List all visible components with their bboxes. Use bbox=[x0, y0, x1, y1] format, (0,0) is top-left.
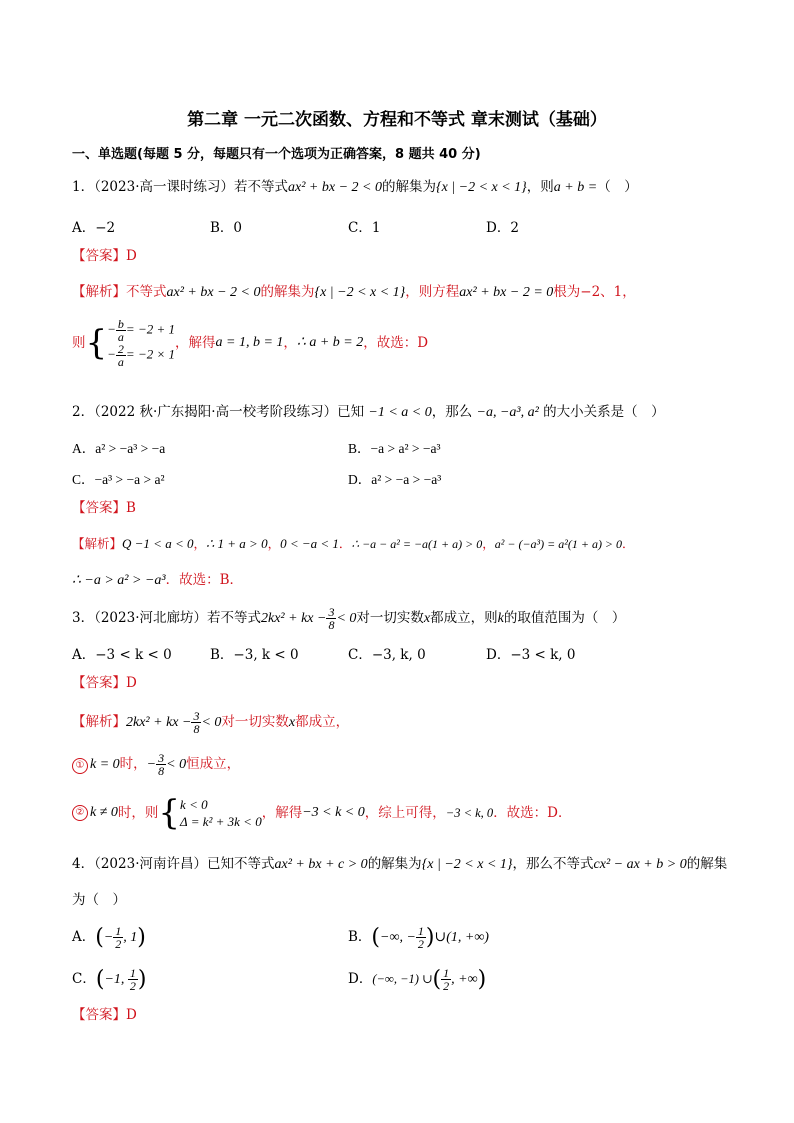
analysis-text: 都成立， bbox=[295, 714, 350, 730]
q3-analysis-line-1 bbox=[72, 710, 349, 735]
analysis-text: ．故选：D． bbox=[493, 805, 572, 821]
stem-text: ，则 bbox=[526, 179, 554, 195]
analysis-text: ， bbox=[193, 536, 206, 551]
math-expression: k = 0 bbox=[90, 757, 120, 772]
analysis-text: −2、1， bbox=[580, 284, 636, 300]
answer-label: 【答案】 bbox=[72, 500, 126, 516]
analysis-text: ， bbox=[482, 536, 495, 551]
analysis-text: ， bbox=[283, 335, 297, 351]
math-expression: ∴ 1 + a > 0 bbox=[206, 536, 268, 551]
math-expression: ∴ −a − a² = −a(1 + a) > 0 bbox=[351, 537, 483, 551]
math-expression: ax² + bx + c > 0 bbox=[274, 857, 368, 872]
fraction-numerator: 3 bbox=[328, 605, 335, 619]
fraction bbox=[116, 318, 126, 343]
q1-option-c: C．1 bbox=[348, 220, 381, 236]
fraction-numerator: b bbox=[117, 317, 124, 331]
math-expression: (−∞, −1) ∪ bbox=[372, 972, 433, 986]
math-variable: k bbox=[497, 611, 504, 626]
q1-analysis-line-2 bbox=[72, 318, 428, 368]
math-expression: ∴ a + b = 2 bbox=[296, 335, 364, 350]
stem-text: ，那么不等式 bbox=[512, 856, 594, 872]
q4-option-b: B．(−∞, − $\frac{1}{2}$ )∪(1, +∞) bbox=[348, 924, 489, 951]
stem-text: 的大小关系是（ ） bbox=[543, 404, 665, 420]
fraction-denominator: a bbox=[117, 330, 124, 344]
question-number: 4． bbox=[72, 856, 95, 872]
system-brace: { bbox=[85, 323, 108, 363]
stem-text: 对一切实数 bbox=[356, 610, 424, 626]
fraction bbox=[441, 967, 451, 992]
solution-set: {x | −2 < x < 1} bbox=[435, 180, 527, 195]
q3-option-c: C．−3, k, 0 bbox=[348, 647, 426, 663]
system-row: k < 0 bbox=[180, 797, 208, 812]
equation-rhs: = −2 + 1 bbox=[125, 321, 175, 337]
analysis-text: ．故选：B． bbox=[165, 572, 244, 588]
answer-value: D bbox=[126, 1007, 137, 1023]
analysis-text: 时， bbox=[119, 756, 147, 772]
fraction-denominator: 8 bbox=[328, 618, 335, 632]
question-source: （2023·高一课时练习） bbox=[94, 179, 234, 195]
math-expression: −1 < a < 0 bbox=[368, 405, 432, 420]
analysis-text: 根为 bbox=[553, 284, 581, 300]
fraction-numerator: 2 bbox=[117, 342, 124, 356]
math-expression: −a, −a³, a² bbox=[476, 405, 539, 420]
fraction bbox=[416, 925, 426, 950]
q3-answer bbox=[72, 674, 137, 692]
analysis-label: 【解析】 bbox=[72, 536, 123, 551]
analysis-text: ，综上可得， bbox=[364, 805, 446, 821]
fraction-denominator: 8 bbox=[193, 722, 200, 736]
fraction-numerator: 1 bbox=[417, 924, 424, 938]
question-3-stem bbox=[72, 606, 625, 631]
stem-text: （ ） bbox=[597, 179, 638, 195]
math-expression: cx² − ax + b > 0 bbox=[593, 857, 687, 872]
math-expression: ax² + bx − 2 = 0 bbox=[459, 285, 554, 300]
system-row: Δ = k² + 3k < 0 bbox=[180, 814, 262, 829]
q2-option-c: C．−a³ > −a > a² bbox=[72, 472, 165, 487]
q3-option-a: A．−3 < k < 0 bbox=[72, 647, 172, 663]
fraction-denominator: 2 bbox=[417, 937, 424, 951]
math-variable: x bbox=[423, 611, 431, 626]
math-expression: −3 < k < 0 bbox=[302, 805, 365, 820]
equation-rhs: = −2 × 1 bbox=[125, 346, 175, 362]
math-expression: 2kx² + kx − bbox=[126, 715, 192, 730]
math-expression: Q −1 < a < 0 bbox=[122, 536, 194, 551]
equation-system bbox=[180, 796, 262, 830]
fraction bbox=[156, 752, 166, 777]
q2-option-a: A．a² > −a³ > −a bbox=[72, 441, 166, 456]
answer-value: D bbox=[126, 675, 137, 691]
answer-label: 【答案】 bbox=[72, 675, 126, 691]
analysis-text: 则 bbox=[72, 335, 86, 351]
stem-text: 已知 bbox=[337, 404, 365, 420]
math-expression: a + b = bbox=[553, 180, 598, 195]
math-expression: < 0 bbox=[166, 757, 187, 772]
fraction bbox=[326, 606, 336, 631]
q1-option-d: D．2 bbox=[486, 220, 519, 236]
fraction bbox=[113, 925, 123, 950]
fraction-denominator: 2 bbox=[129, 979, 136, 993]
answer-label: 【答案】 bbox=[72, 248, 126, 264]
analysis-text: 对一切实数 bbox=[221, 714, 289, 730]
option-label: D． bbox=[348, 971, 373, 987]
fraction-denominator: 8 bbox=[158, 764, 165, 778]
q3-option-d: D．−3 < k, 0 bbox=[486, 647, 576, 663]
fraction-numerator: 3 bbox=[193, 709, 200, 723]
option-label: C． bbox=[72, 971, 96, 987]
q2-analysis-line-2 bbox=[72, 571, 243, 590]
circled-number-1-icon: ① bbox=[72, 758, 88, 774]
q4-option-c: C．(−1, $\frac{1}{2}$ ) bbox=[72, 966, 147, 993]
math-expression: < 0 bbox=[336, 611, 357, 626]
fraction-denominator: 2 bbox=[443, 979, 450, 993]
question-4-stem bbox=[72, 855, 727, 874]
q2-option-b: B．−a > a² > −a³ bbox=[348, 441, 441, 456]
question-number: 1． bbox=[72, 179, 95, 195]
solution-set: {x | −2 < x < 1} bbox=[421, 857, 513, 872]
math-expression: 0 < −a < 1 bbox=[280, 536, 339, 551]
math-expression: ax² + bx − 2 < 0 bbox=[166, 285, 261, 300]
section-heading: 一、单选题(每题 5 分，每题只有一个选项为正确答案，8 题共 40 分) bbox=[72, 147, 481, 162]
analysis-text: 时，则 bbox=[117, 805, 159, 821]
fraction-numerator: 1 bbox=[115, 924, 122, 938]
question-number: 2． bbox=[72, 404, 95, 420]
fraction-numerator: 3 bbox=[158, 751, 165, 765]
question-4-stem-cont: 为（ ） bbox=[72, 892, 126, 908]
stem-text: 若不等式 bbox=[234, 179, 288, 195]
question-1-stem bbox=[72, 178, 638, 197]
q2-option-d: D．a² > −a > −a³ bbox=[348, 472, 442, 487]
stem-text: 的解集 bbox=[686, 856, 728, 872]
fraction bbox=[116, 343, 126, 368]
circled-number-2-icon: ② bbox=[72, 805, 88, 821]
fraction bbox=[128, 967, 138, 992]
question-source: （2023·河南许昌） bbox=[94, 856, 207, 872]
q4-answer bbox=[72, 1006, 137, 1024]
analysis-text: ， bbox=[267, 536, 281, 551]
analysis-text: 恒成立， bbox=[186, 756, 241, 772]
math-expression: k ≠ 0 bbox=[90, 805, 118, 820]
answer-label: 【答案】 bbox=[72, 1007, 126, 1023]
option-label: B． bbox=[348, 929, 372, 945]
stem-text: 的取值范围为（ ） bbox=[503, 610, 626, 626]
fraction-denominator: a bbox=[117, 355, 124, 369]
math-expression: 2kx² + kx − bbox=[261, 611, 327, 626]
analysis-text: ，则方程 bbox=[405, 284, 460, 300]
math-expression: < 0 bbox=[201, 715, 222, 730]
q4-option-a: A．(− $\frac{1}{2}$ , 1) bbox=[72, 924, 146, 951]
answer-value: B bbox=[126, 500, 136, 516]
solution-set: {x | −2 < x < 1} bbox=[314, 285, 406, 300]
option-label: A． bbox=[72, 929, 96, 945]
math-expression: ax² + bx − 2 < 0 bbox=[288, 180, 382, 195]
stem-text: 的解集为 bbox=[367, 856, 422, 872]
analysis-label: 【解析】 bbox=[72, 714, 126, 730]
question-source: （2022 秋·广东揭阳·高一校考阶段练习） bbox=[94, 404, 338, 420]
q1-option-a: A．−2 bbox=[72, 220, 116, 236]
page-title: 第二章 一元二次函数、方程和不等式 章末测试（基础） bbox=[187, 110, 607, 130]
equation-system: − $\frac{b}{a}$ = −2 + 1 − $\frac{2}{a}$ = −2 × 1 bbox=[107, 317, 175, 369]
q1-answer bbox=[72, 247, 137, 265]
q3-analysis-line-3 bbox=[72, 793, 572, 833]
math-variable: x bbox=[288, 715, 296, 730]
question-source: （2023·河北廊坊） bbox=[94, 610, 207, 626]
stem-text: ，那么 bbox=[431, 404, 473, 420]
analysis-text: ． bbox=[338, 536, 352, 551]
fraction-numerator: 1 bbox=[129, 966, 136, 980]
question-2-stem bbox=[72, 403, 665, 422]
math-expression: a² − (−a³) = a²(1 + a) > 0 bbox=[494, 537, 623, 551]
stem-text: 已知不等式 bbox=[207, 856, 275, 872]
q1-option-b: B．0 bbox=[210, 220, 243, 236]
q3-option-b: B．−3, k < 0 bbox=[210, 647, 299, 663]
fraction-numerator: 1 bbox=[443, 966, 450, 980]
q2-analysis-line-1 bbox=[72, 535, 635, 553]
system-brace: { bbox=[158, 793, 181, 833]
fraction bbox=[191, 710, 201, 735]
analysis-text: 的解集为 bbox=[260, 284, 315, 300]
q2-answer bbox=[72, 499, 136, 517]
stem-text: 若不等式 bbox=[207, 610, 261, 626]
question-number: 3． bbox=[72, 610, 95, 626]
stem-text: 的解集为 bbox=[381, 179, 436, 195]
stem-text: 都成立，则 bbox=[430, 610, 498, 626]
analysis-text: ，解得 bbox=[175, 335, 216, 351]
analysis-label: 【解析】 bbox=[72, 284, 126, 300]
analysis-text: ，故选：D bbox=[363, 335, 429, 351]
q4-option-d: D．(−∞, −1) ∪( $\frac{1}{2}$ , +∞) bbox=[348, 966, 487, 993]
analysis-text: ，解得 bbox=[261, 805, 303, 821]
math-expression: a = 1, b = 1 bbox=[215, 335, 284, 350]
answer-value: D bbox=[126, 248, 137, 264]
math-expression: ∪(1, +∞) bbox=[434, 930, 489, 945]
analysis-text: 不等式 bbox=[126, 284, 167, 300]
fraction-denominator: 2 bbox=[115, 937, 122, 951]
math-expression: −3 < k, 0 bbox=[445, 806, 494, 820]
analysis-text: ． bbox=[622, 536, 635, 551]
q3-analysis-line-2: ① k = 0时，− $\frac{3}{8}$ < 0恒成立， bbox=[72, 752, 240, 777]
q1-analysis-line-1 bbox=[72, 283, 636, 302]
math-expression: ∴ −a > a² > −a³ bbox=[72, 573, 166, 588]
